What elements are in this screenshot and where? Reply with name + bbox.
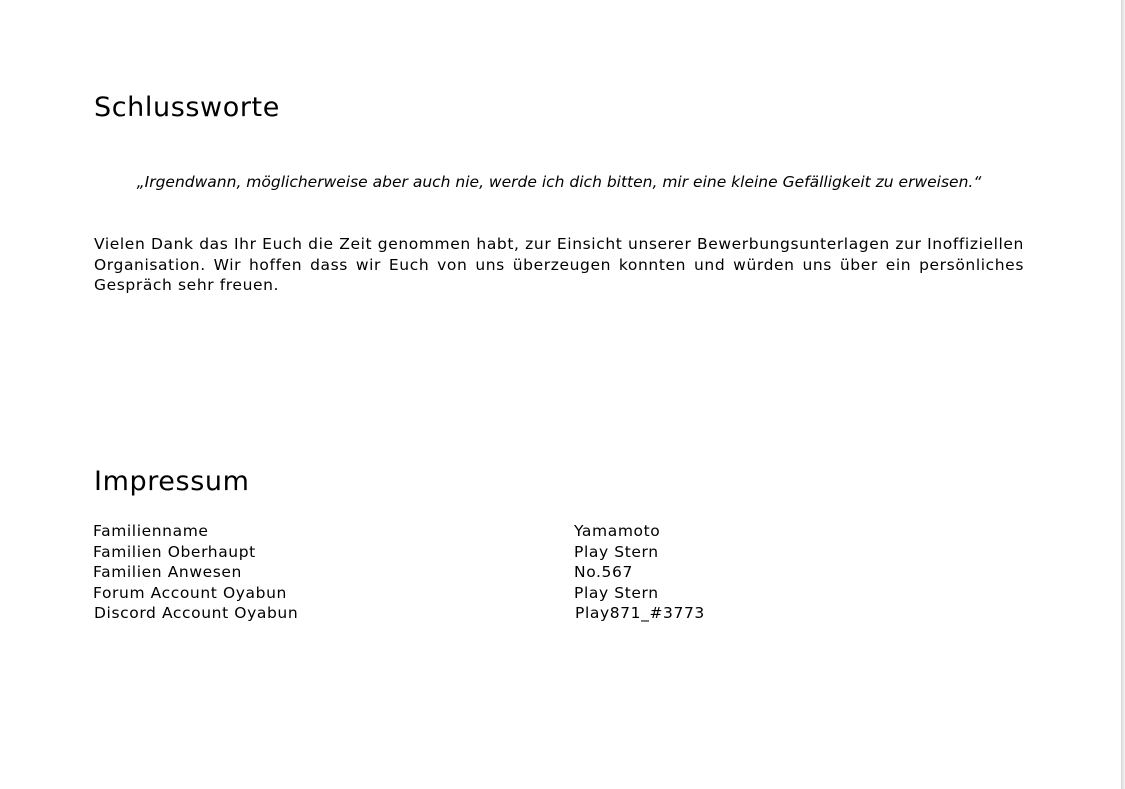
impressum-row — [93, 521, 793, 542]
impressum-label: Forum Account Oyabun — [93, 583, 287, 602]
impressum-table — [93, 521, 793, 624]
quote: „Irgendwann, möglicherweise aber auch nie, werde ich dich bitten, mir eine kleine Gefälligkeit zu erweisen.“ — [136, 173, 982, 191]
section-title-schlussworte: Schlussworte — [94, 92, 280, 123]
impressum-value: No.567 — [574, 563, 633, 582]
impressum-label: Discord Account Oyabun — [94, 604, 299, 623]
impressum-value: Play871_#3773 — [575, 604, 705, 623]
impressum-value: Play Stern — [574, 583, 659, 602]
impressum-row — [93, 562, 793, 583]
impressum-label: Familienname — [93, 522, 209, 540]
impressum-row — [93, 542, 793, 563]
impressum-label: Familien Oberhaupt — [93, 542, 256, 561]
impressum-value: Play Stern — [574, 542, 659, 561]
page-edge-shadow — [1121, 0, 1125, 789]
impressum-value: Yamamoto — [574, 522, 661, 540]
section-title-impressum: Impressum — [94, 466, 250, 497]
impressum-row — [93, 603, 793, 624]
impressum-row — [93, 583, 793, 604]
closing-paragraph: Vielen Dank das Ihr Euch die Zeit genommen habt, zur Einsicht unserer Bewerbungsunterlagen zur Inoffiziellen Organisation. Wir hoffen dass wir Euch von uns überzeugen konnten und würden uns über ein persönliches Gespräch sehr freuen. — [94, 235, 1024, 295]
impressum-label: Familien Anwesen — [93, 563, 242, 582]
